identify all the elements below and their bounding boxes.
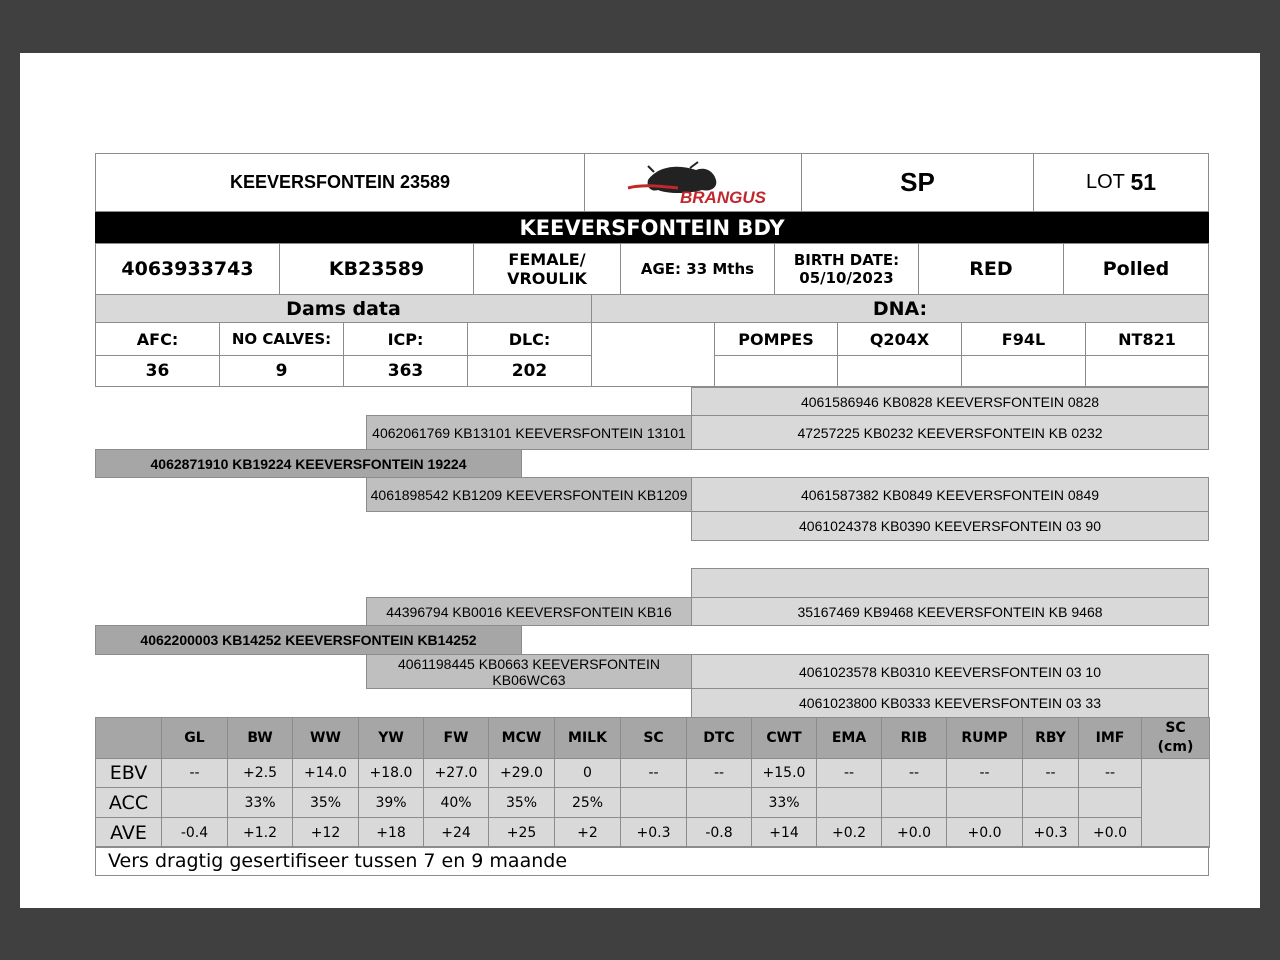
sex-line-1: FEMALE/ xyxy=(508,250,586,269)
dna-blank-cell xyxy=(591,322,715,387)
pedigree-dam-dam-sire: 4061023578 KB0310 KEEVERSFONTEIN 03 10 xyxy=(691,654,1209,689)
ebv-row-label-ave: AVE xyxy=(95,817,162,848)
birth-date-value: 05/10/2023 xyxy=(799,269,894,287)
ebv-header-dtc: DTC xyxy=(686,717,752,759)
ebv-ebv-ww: +14.0 xyxy=(292,758,359,788)
ebv-header-sc-cm xyxy=(1141,717,1210,759)
farm-name: KEEVERSFONTEIN 23589 xyxy=(95,153,585,212)
colour: RED xyxy=(918,243,1064,295)
ebv-header-rib: RIB xyxy=(881,717,947,759)
ebv-acc-rump xyxy=(946,787,1023,818)
ebv-ebv-fw: +27.0 xyxy=(423,758,489,788)
dna-value-f94l xyxy=(961,355,1086,387)
ebv-acc-cwt: 33% xyxy=(751,787,817,818)
birth-date xyxy=(774,243,919,295)
ebv-ave-rby: +0.3 xyxy=(1022,817,1079,848)
ebv-acc-yw: 39% xyxy=(358,787,424,818)
footer-note: Vers dragtig gesertifiseer tussen 7 en 9 maande xyxy=(95,846,1209,876)
ebv-ave-imf: +0.0 xyxy=(1078,817,1142,848)
ebv-ebv-cwt: +15.0 xyxy=(751,758,817,788)
ebv-ave-rib: +0.0 xyxy=(881,817,947,848)
brangus-logo xyxy=(618,158,768,208)
ebv-header-sc: SC xyxy=(620,717,687,759)
dna-value-nt821 xyxy=(1085,355,1209,387)
ebv-acc-dtc xyxy=(686,787,752,818)
ebv-header-rump: RUMP xyxy=(946,717,1023,759)
ebv-header-corner xyxy=(95,717,162,759)
pedigree-sire: 4062871910 KB19224 KEEVERSFONTEIN 19224 xyxy=(95,449,522,478)
ebv-ave-ema: +0.2 xyxy=(816,817,882,848)
ebv-header-milk: MILK xyxy=(554,717,621,759)
pedigree-dam-sire: 44396794 KB0016 KEEVERSFONTEIN KB16 xyxy=(366,597,692,626)
ebv-header-yw: YW xyxy=(358,717,424,759)
ebv-ebv-mcw: +29.0 xyxy=(488,758,555,788)
grade-code: SP xyxy=(801,153,1034,212)
logo-cell xyxy=(584,153,802,212)
animal-name-banner: KEEVERSFONTEIN BDY xyxy=(95,212,1209,243)
dna-header-nt821: NT821 xyxy=(1085,322,1209,356)
dams-header-afc: AFC: xyxy=(95,322,220,356)
sex xyxy=(473,243,621,295)
ebv-ebv-bw: +2.5 xyxy=(227,758,293,788)
dna-value-pompes xyxy=(714,355,838,387)
pedigree-dam-dam: 4061198445 KB0663 KEEVERSFONTEIN KB06WC63 xyxy=(366,654,692,689)
ebv-acc-fw: 40% xyxy=(423,787,489,818)
pedigree-sire-sire: 4062061769 KB13101 KEEVERSFONTEIN 13101 xyxy=(366,415,692,450)
ebv-ave-rump: +0.0 xyxy=(946,817,1023,848)
pedigree-dam-sire-dam: 35167469 KB9468 KEEVERSFONTEIN KB 9468 xyxy=(691,597,1209,626)
ebv-ebv-sc: -- xyxy=(620,758,687,788)
ebv-ebv-rby: -- xyxy=(1022,758,1079,788)
ebv-ebv-rib: -- xyxy=(881,758,947,788)
pedigree-sire-sire-sire: 4061586946 KB0828 KEEVERSFONTEIN 0828 xyxy=(691,387,1209,416)
dams-header-no-calves: NO CALVES: xyxy=(219,322,344,356)
ebv-ebv-imf: -- xyxy=(1078,758,1142,788)
ebv-ave-gl: -0.4 xyxy=(161,817,228,848)
dna-header-q204x: Q204X xyxy=(837,322,962,356)
ebv-acc-ema xyxy=(816,787,882,818)
ebv-acc-rby xyxy=(1022,787,1079,818)
dna-header-f94l: F94L xyxy=(961,322,1086,356)
dams-value-icp: 363 xyxy=(343,355,468,387)
ebv-ave-yw: +18 xyxy=(358,817,424,848)
dams-header-icp: ICP: xyxy=(343,322,468,356)
ebv-ave-dtc: -0.8 xyxy=(686,817,752,848)
pedigree-dam-dam-dam: 4061023800 KB0333 KEEVERSFONTEIN 03 33 xyxy=(691,688,1209,718)
dna-title: DNA: xyxy=(591,294,1209,323)
ebv-header-cwt: CWT xyxy=(751,717,817,759)
pedigree-dam: 4062200003 KB14252 KEEVERSFONTEIN KB14252 xyxy=(95,625,522,655)
ebv-ave-sc: +0.3 xyxy=(620,817,687,848)
ebv-header-ema: EMA xyxy=(816,717,882,759)
ebv-row-label-ebv: EBV xyxy=(95,758,162,788)
ebv-ave-mcw: +25 xyxy=(488,817,555,848)
dams-value-afc: 36 xyxy=(95,355,220,387)
dams-header-dlc: DLC: xyxy=(467,322,592,356)
ebv-header-gl: GL xyxy=(161,717,228,759)
ebv-ebv-yw: +18.0 xyxy=(358,758,424,788)
ebv-header-bw: BW xyxy=(227,717,293,759)
horn-status: Polled xyxy=(1063,243,1209,295)
ebv-header-imf: IMF xyxy=(1078,717,1142,759)
ebv-ebv-milk: 0 xyxy=(554,758,621,788)
ebv-header-rby: RBY xyxy=(1022,717,1079,759)
ebv-sc-cm-blank xyxy=(1141,758,1210,848)
ebv-ave-milk: +2 xyxy=(554,817,621,848)
ebv-ave-cwt: +14 xyxy=(751,817,817,848)
lot-number xyxy=(1033,153,1209,212)
birth-date-label: BIRTH DATE: xyxy=(793,251,900,269)
registration-number: 4063933743 xyxy=(95,243,280,295)
ebv-ebv-gl: -- xyxy=(161,758,228,788)
ebv-header-fw: FW xyxy=(423,717,489,759)
svg-text:BRANGUS: BRANGUS xyxy=(680,187,766,207)
pedigree-sire-dam-dam: 4061024378 KB0390 KEEVERSFONTEIN 03 90 xyxy=(691,511,1209,541)
ebv-acc-gl xyxy=(161,787,228,818)
ebv-acc-rib xyxy=(881,787,947,818)
lot-value: 51 xyxy=(1130,169,1157,195)
pedigree-sire-sire-dam: 47257225 KB0232 KEEVERSFONTEIN KB 0232 xyxy=(691,415,1209,450)
lot-prefix: LOT xyxy=(1085,171,1125,193)
ebv-acc-mcw: 35% xyxy=(488,787,555,818)
ebv-ave-fw: +24 xyxy=(423,817,489,848)
ebv-ave-bw: +1.2 xyxy=(227,817,293,848)
ebv-ebv-rump: -- xyxy=(946,758,1023,788)
pedigree-sire-dam-sire: 4061587382 KB0849 KEEVERSFONTEIN 0849 xyxy=(691,477,1209,512)
pedigree-sire-dam: 4061898542 KB1209 KEEVERSFONTEIN KB1209 xyxy=(366,477,692,512)
ebv-header-sc-cm-line2: (cm) xyxy=(1157,739,1194,755)
ebv-ave-ww: +12 xyxy=(292,817,359,848)
sex-line-2: VROULIK xyxy=(507,269,587,288)
dams-value-no-calves: 9 xyxy=(219,355,344,387)
ebv-acc-ww: 35% xyxy=(292,787,359,818)
age: AGE: 33 Mths xyxy=(620,243,775,295)
ebv-acc-sc xyxy=(620,787,687,818)
dna-value-q204x xyxy=(837,355,962,387)
ebv-acc-bw: 33% xyxy=(227,787,293,818)
ebv-header-sc-cm-line1: SC xyxy=(1165,720,1186,736)
ebv-ebv-dtc: -- xyxy=(686,758,752,788)
ebv-acc-imf xyxy=(1078,787,1142,818)
dna-header-pompes: POMPES xyxy=(714,322,838,356)
dams-value-dlc: 202 xyxy=(467,355,592,387)
ebv-acc-milk: 25% xyxy=(554,787,621,818)
ebv-row-label-acc: ACC xyxy=(95,787,162,818)
dams-data-title: Dams data xyxy=(95,294,592,323)
ebv-ebv-ema: -- xyxy=(816,758,882,788)
tattoo-number: KB23589 xyxy=(279,243,474,295)
pedigree-dam-sire-sire xyxy=(691,568,1209,598)
ebv-header-mcw: MCW xyxy=(488,717,555,759)
ebv-header-ww: WW xyxy=(292,717,359,759)
